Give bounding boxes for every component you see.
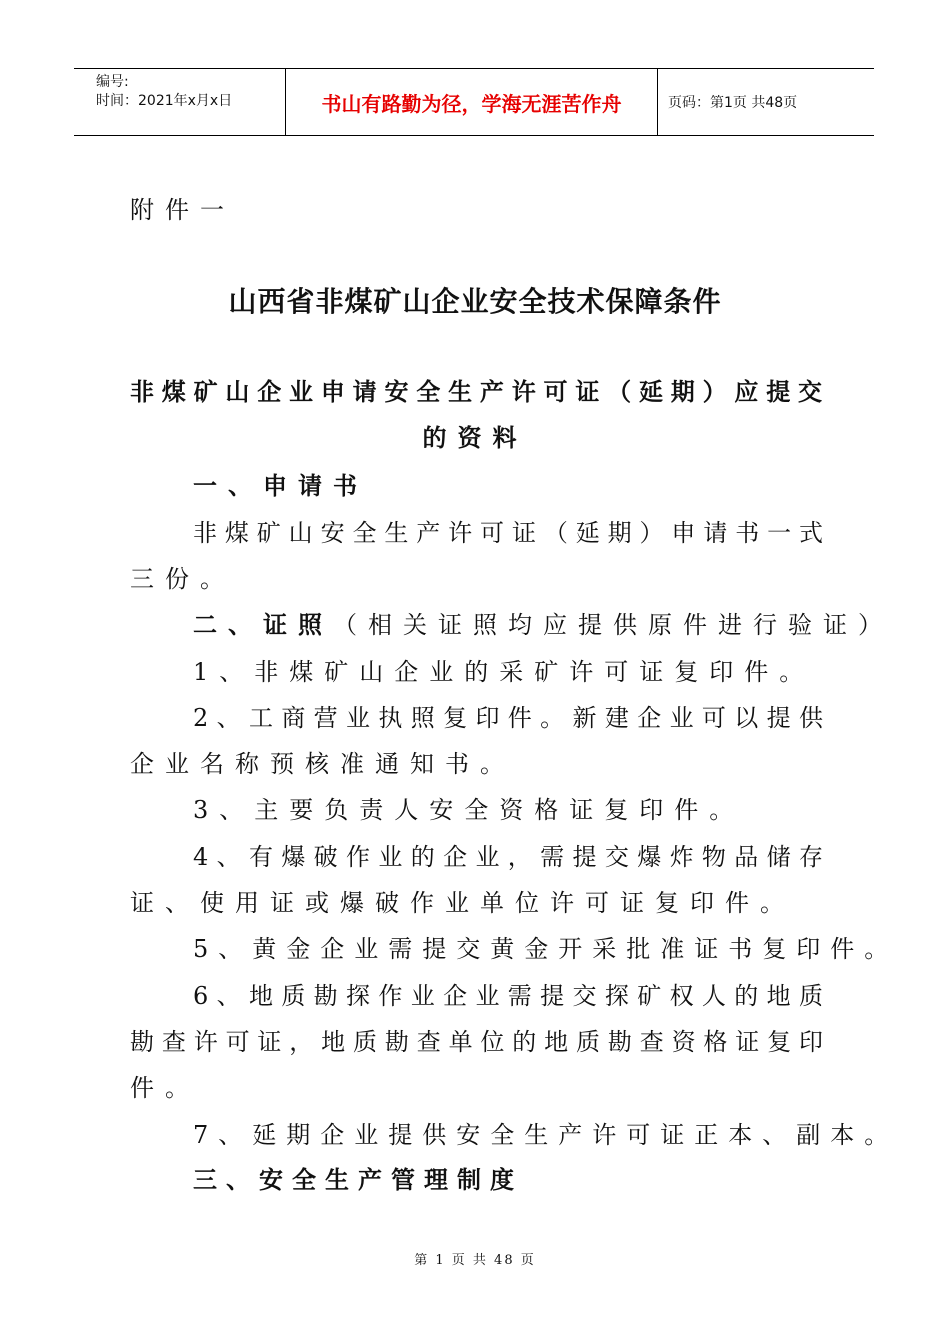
item-3: 3、主要负责人安全资格证复印件。 [193,796,745,824]
header-motto: 书山有路勤为径，学海无涯苦作舟 [286,69,658,135]
header-meta [74,69,286,135]
attachment-label: 附件一 [130,196,235,224]
time-label: 时间：2021年x月x日 [96,93,233,109]
section1-text-line-1: 非煤矿山安全生产许可证（延期）申请书一式 [193,519,823,547]
item-2-line-1: 2、工商营业执照复印件。新建企业可以提供 [193,704,823,732]
item-6-line-3: 件。 [130,1074,200,1102]
item-6-line-1: 6、地质勘探作业企业需提交探矿权人的地质 [193,982,823,1010]
section1-heading: 一、申请书 [193,471,368,500]
number-label: 编号: [96,74,129,90]
section3-heading: 三、安全生产管理制度 [193,1165,523,1194]
subtitle-line-2: 的资料 [422,423,528,452]
item-4-line-2: 证、使用证或爆破作业单位许可证复印件。 [130,889,795,917]
item-6-line-2: 勘查许可证，地质勘查单位的地质勘查资格证复印 [130,1028,823,1056]
item-4-line-1: 4、有爆破作业的企业，需提交爆炸物品储存 [193,843,823,871]
section2-note: （相关证照均应提供原件进行验证） [333,611,893,639]
page-footer: 第 1 页 共 48 页 [414,1253,536,1268]
item-7: 7、延期企业提供安全生产许可证正本、副本。 [193,1121,899,1149]
section2-line [193,605,893,640]
section1-text-line-2: 三份。 [130,565,235,593]
section2-heading: 二、证照 [193,610,333,639]
item-1: 1、非煤矿山企业的采矿许可证复印件。 [193,658,815,686]
header-page-info: 页码：第1页 共48页 [668,95,798,111]
item-5: 5、黄金企业需提交黄金开采批准证书复印件。 [193,935,899,963]
subtitle-line-1: 非煤矿山企业申请安全生产许可证（延期）应提交 [130,377,822,406]
document-title: 山西省非煤矿山企业安全技术保障条件 [228,285,722,318]
item-2-line-2: 企业名称预核准通知书。 [130,750,515,778]
page-header [74,68,874,136]
